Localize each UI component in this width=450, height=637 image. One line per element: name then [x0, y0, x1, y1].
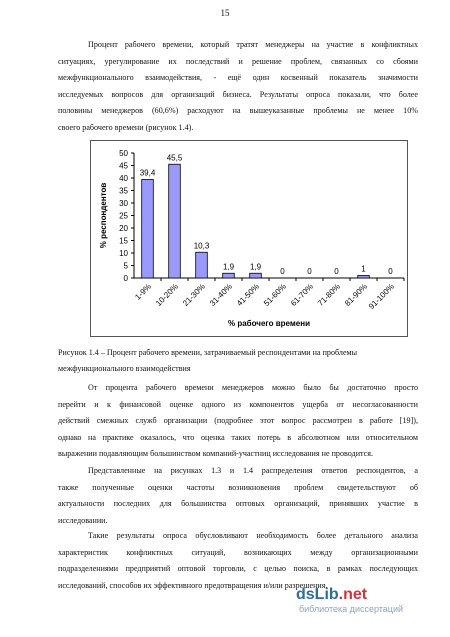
paragraph-distributions	[58, 463, 418, 529]
caption-line: Рисунок 1.4 – Процент рабочего времени, затрачиваемый респондентами на проблемы	[58, 348, 358, 357]
text-line: актуальности последних для большинства оптовых организаций, принявших участие в	[58, 499, 418, 509]
data-label: 0	[280, 267, 285, 276]
x-tick-label: 91-100%	[366, 282, 396, 312]
page-number: 15	[220, 8, 230, 18]
text-line: ситуациях, урегулирование их последствий и решение проблем, связанных со сбоями	[58, 56, 418, 66]
y-tick-label: 30	[119, 199, 128, 208]
text-line: подразделениями предприятий оптовой торговли, с целью поиска, в рамках последующих	[58, 564, 418, 574]
x-axis-title: % рабочего времени	[228, 319, 310, 328]
y-tick-label: 40	[119, 174, 128, 183]
data-label: 0	[388, 267, 393, 276]
x-tick-label: 41-50%	[235, 282, 261, 308]
bar	[358, 276, 370, 279]
x-tick-label: 71-80%	[316, 282, 342, 308]
bar	[223, 273, 235, 278]
y-tick-label: 5	[123, 261, 128, 271]
figure-caption	[58, 345, 418, 377]
data-label: 45,5	[166, 153, 183, 163]
data-label: 1,9	[222, 262, 235, 272]
text-line: перейти и к финансовой оценке одного из компонентов ущерба от несогласованности	[58, 399, 418, 409]
data-label: 10,3	[193, 241, 210, 251]
y-tick-label: 20	[119, 224, 128, 233]
bar	[196, 252, 208, 278]
paragraph-financial	[58, 380, 418, 463]
paragraph-conclusion	[58, 528, 418, 594]
text-line: своего рабочего времени (рисунок 1.4).	[58, 122, 194, 132]
watermark-site-main: dsLib	[296, 586, 339, 603]
y-tick-label: 35	[119, 186, 128, 196]
text-line: однако на практике оказалось, что оценка таких потерь в абсолютном или относительном	[58, 432, 418, 442]
caption-line: межфункционального взаимодействия	[58, 364, 191, 373]
x-tick-label: 61-70%	[289, 282, 315, 308]
y-tick-label: 25	[119, 211, 128, 221]
text-line: характеристик конфликтных ситуаций, возникающих между организационными	[58, 547, 418, 557]
x-tick-label: 10-20%	[154, 282, 180, 308]
x-tick-label: 21-30%	[181, 282, 207, 308]
text-line: исследовании.	[58, 515, 108, 525]
data-label: 39,4	[139, 168, 156, 178]
x-tick-label: 1-9%	[133, 282, 153, 302]
watermark-tagline: библиотека диссертаций	[299, 604, 404, 614]
data-label: 0	[334, 267, 339, 276]
y-tick-label: 10	[119, 249, 128, 258]
data-label: 0	[307, 267, 312, 276]
x-tick-label: 81-90%	[343, 282, 369, 308]
watermark-site-tld: .net	[338, 586, 368, 603]
y-tick-label: 15	[119, 236, 128, 246]
y-axis-title: % респондентов	[99, 182, 108, 249]
text-line: действий смежных служб организации (подробнее этот вопрос рассмотрен в работе [19]),	[58, 416, 418, 426]
text-line: исследуемых вопросов для организаций бизнеса. Результаты опроса показали, что более	[58, 89, 418, 99]
text-line: Представленные на рисунках 1.3 и 1.4 распределения ответов респондентов, а	[88, 466, 418, 475]
bar	[169, 164, 181, 278]
text-line: От процента рабочего времени менеджеров можно было бы достаточно просто	[88, 383, 418, 392]
text-line: половины менеджеров (60,6%) расходуют на вышеуказанные проблемы не менее 10%	[58, 106, 418, 116]
text-line: межфункционального взаимодействия, - ещё один косвенный показатель значимости	[58, 73, 418, 83]
text-line: исследований, способов их эффективного предотвращения и/или разрешения.	[58, 580, 328, 590]
data-label: 1	[361, 264, 366, 274]
text-line: выражении подавляющим большинством компаний-участниц исследования не проводится.	[58, 449, 374, 459]
text-line: Процент рабочего времени, который тратят менеджеры на участие в конфликтных	[88, 40, 418, 49]
watermark-logo	[296, 586, 446, 604]
x-tick-label: 51-60%	[262, 282, 288, 308]
y-tick-label: 50	[119, 149, 128, 158]
bar-chart	[90, 140, 408, 337]
data-label: 1,9	[249, 262, 262, 272]
watermark	[296, 586, 446, 614]
x-tick-label: 31-40%	[208, 282, 234, 308]
paragraph-intro	[58, 37, 418, 137]
text-line: также полученные оценки частоты возникновения проблем свидетельствуют об	[58, 482, 418, 492]
bar	[250, 273, 262, 278]
y-tick-label: 45	[119, 161, 128, 171]
y-tick-label: 0	[123, 274, 128, 283]
bar	[142, 180, 154, 279]
text-line: Такие результаты опроса обусловливают необходимость более детального анализа	[88, 531, 418, 540]
